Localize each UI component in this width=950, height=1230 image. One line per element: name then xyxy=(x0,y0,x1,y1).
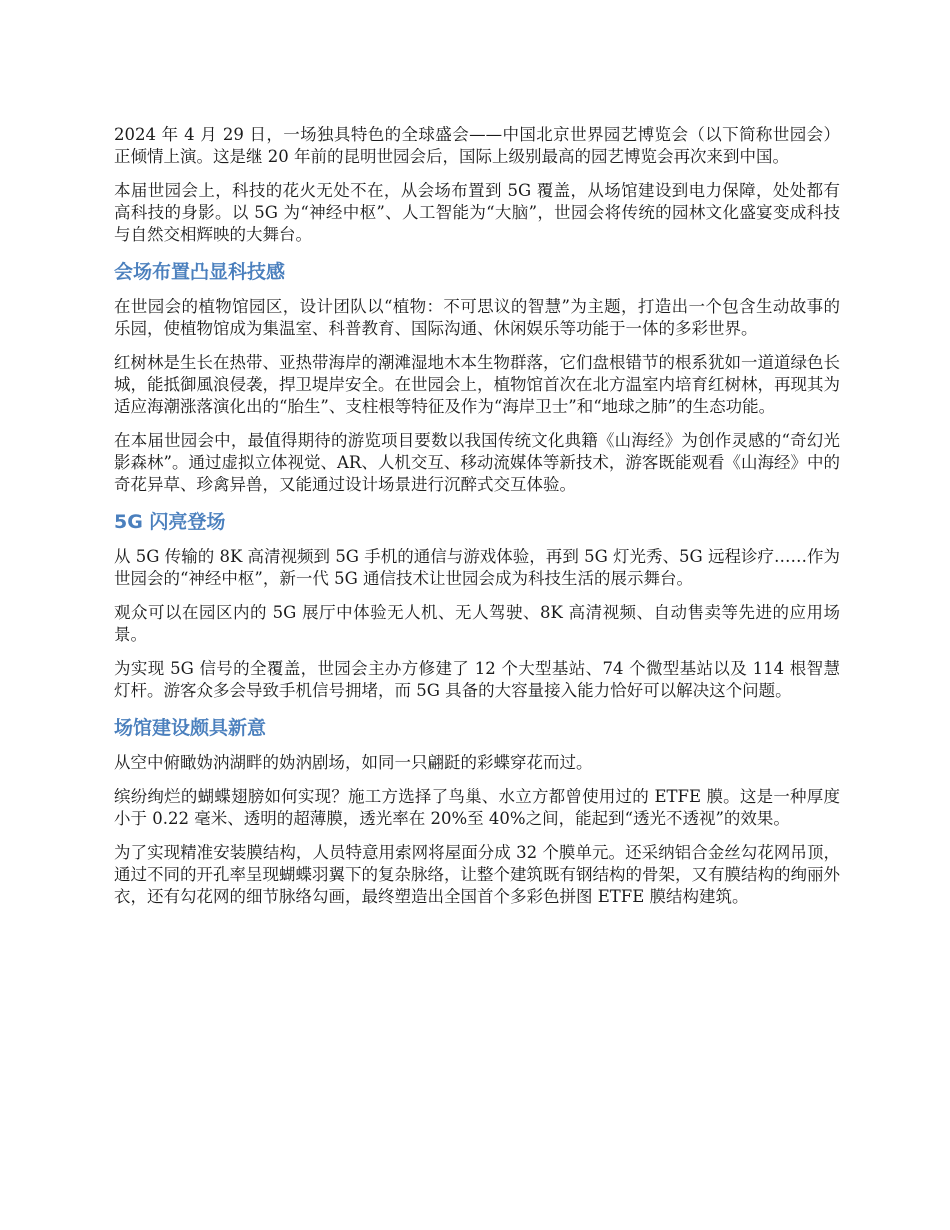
section-2-paragraph-3: 为实现 5G 信号的全覆盖，世园会主办方修建了 12 个大型基站、74 个微型基站以及 114 根智慧灯杆。游客众多会导致手机信号拥堵，而 5G 具备的大容量接入能力恰好可以解决这个问题。 xyxy=(114,659,840,700)
section-1-paragraph-2: 红树林是生长在热带、亚热带海岸的潮滩湿地木本生物群落，它们盘根错节的根系犹如一道道绿色长城，能抵御風浪侵袭，捍卫堤岸安全。在世园会上，植物馆首次在北方温室内培育红树林，再现其为适应海潮涨落演化出的“胎生”、支柱根等特征及作为“海岸卫士”和“地球之肺”的生态功能。 xyxy=(114,353,840,416)
section-heading-venue-layout: 会场布置凸显科技感 xyxy=(114,261,286,283)
section-1-paragraph-3: 在本届世园会中，最值得期待的游览项目要数以我国传统文化典籍《山海经》为创作灵感的“奇幻光影森林”。通过虚拟立体视觉、AR、人机交互、移动流媒体等新技术，游客既能观看《山海经》中的奇花异草、珍禽异兽，又能通过设计场景进行沉醉式交互体验。 xyxy=(114,431,840,494)
section-3-paragraph-2: 缤纷绚烂的蝴蝶翅膀如何实现？施工方选择了鸟巢、水立方都曾使用过的 ETFE 膜。这是一种厚度小于 0.22 毫米、透明的超薄膜，透光率在 20%至 40%之间，能起到“透光不透视”的效果。 xyxy=(114,787,840,828)
section-3-paragraph-3: 为了实现精准安装膜结构，人员特意用索网将屋面分成 32 个膜单元。还采纳铝合金丝勾花网吊顶，通过不同的开孔率呈现蝴蝶羽翼下的复杂脉络，让整个建筑既有钢结构的骨架，又有膜结构的绚丽外衣，还有勾花网的细节脉络勾画，最终塑造出全国首个多彩色拼图 ETFE 膜结构建筑。 xyxy=(114,843,840,906)
intro-paragraph-1: 2024 年 4 月 29 日，一场独具特色的全球盛会——中国北京世界园艺博览会（以下简称世园会）正倾情上演。这是继 20 年前的昆明世园会后，国际上级别最高的园艺博览会再次来到中国。 xyxy=(114,125,840,166)
section-1-paragraph-1: 在世园会的植物馆园区，设计团队以“植物：不可思议的智慧”为主题，打造出一个包含生动故事的乐园，使植物馆成为集温室、科普教育、国际沟通、休闲娱乐等功能于一体的多彩世界。 xyxy=(114,297,840,338)
section-2-paragraph-1: 从 5G 传输的 8K 高清视频到 5G 手机的通信与游戏体验，再到 5G 灯光秀、5G 远程诊疗……作为世园会的“神经中枢”，新一代 5G 通信技术让世园会成为科技生活的展示舞台。 xyxy=(114,547,840,588)
section-2-paragraph-2: 观众可以在园区内的 5G 展厅中体验无人机、无人驾驶、8K 高清视频、自动售卖等先进的应用场景。 xyxy=(114,603,840,644)
section-heading-venue-construction: 场馆建设颇具新意 xyxy=(114,717,267,739)
document-page xyxy=(114,124,840,920)
section-heading-5g: 5G 闪亮登场 xyxy=(114,511,226,533)
intro-paragraph-2: 本届世园会上，科技的花火无处不在，从会场布置到 5G 覆盖，从场馆建设到电力保障，处处都有高科技的身影。以 5G 为“神经中枢”、人工智能为“大脑”，世园会将传统的园林文化盛宴变成科技与自然交相辉映的大舞台。 xyxy=(114,181,840,244)
section-3-paragraph-1: 从空中俯瞰妫汭湖畔的妫汭剧场，如同一只翩跹的彩蝶穿花而过。 xyxy=(114,753,593,772)
